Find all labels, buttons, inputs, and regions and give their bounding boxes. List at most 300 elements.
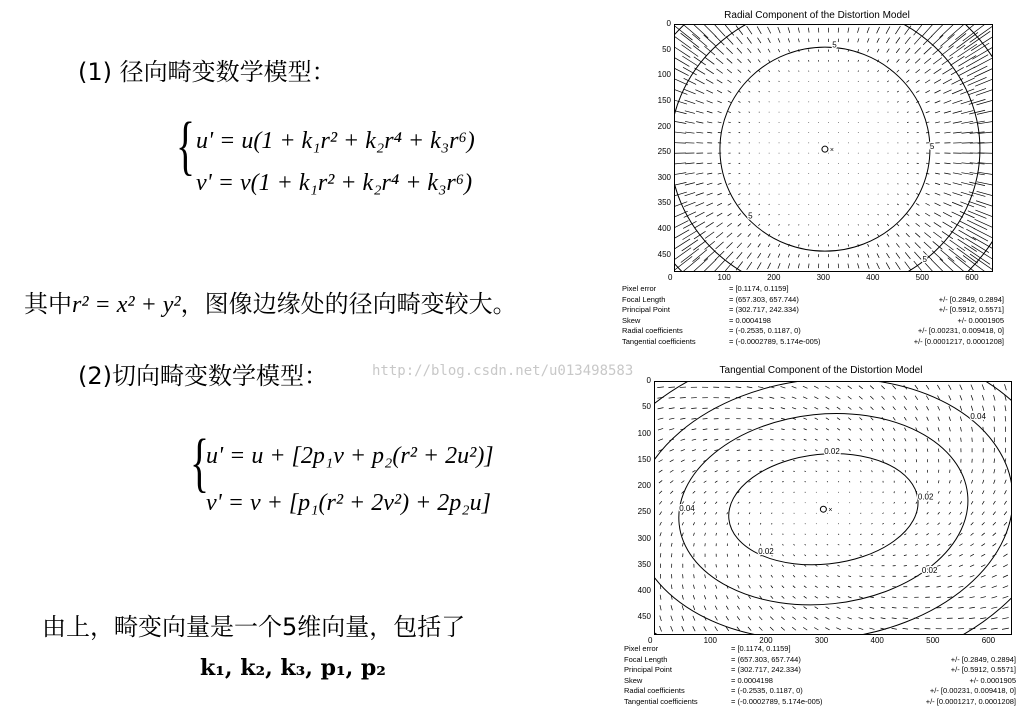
field-arrow (906, 80, 909, 82)
contour-label: 0.02 (917, 492, 934, 502)
field-arrow (715, 627, 718, 631)
radius-note-prefix: 其中 (24, 290, 72, 318)
watermark: http://blog.csdn.net/u013498583 (372, 363, 634, 379)
field-arrow (935, 203, 941, 206)
field-arrow (877, 27, 880, 33)
field-arrow (848, 607, 852, 608)
field-dot (808, 204, 809, 205)
calibration-label: Tangential coefficients (622, 336, 696, 346)
field-arrow (858, 628, 863, 630)
field-arrow (859, 407, 862, 410)
field-arrow (814, 407, 818, 409)
field-arrow (792, 386, 797, 388)
field-arrow (675, 182, 686, 185)
field-arrow (897, 194, 898, 195)
field-dot (868, 173, 869, 174)
field-arrow (870, 607, 874, 608)
field-arrow (781, 439, 784, 440)
field-arrow (798, 263, 799, 268)
field-arrow (725, 439, 729, 440)
x-tick-label: 100 (703, 636, 717, 645)
field-arrow (961, 438, 962, 442)
field-arrow (808, 28, 809, 33)
field-arrow (959, 67, 975, 76)
field-arrow (804, 429, 807, 430)
field-arrow (937, 544, 940, 546)
field-arrow (993, 512, 996, 515)
field-arrow (693, 522, 694, 525)
field-arrow (983, 469, 984, 473)
field-dot (798, 214, 799, 215)
field-dot (848, 153, 849, 154)
field-arrow (837, 407, 840, 409)
field-arrow (749, 101, 750, 102)
field-arrow (878, 214, 879, 215)
field-arrow (826, 428, 829, 430)
field-dot (868, 163, 869, 164)
field-arrow (670, 460, 674, 462)
field-arrow (749, 184, 750, 185)
field-dot (808, 122, 809, 123)
calibration-label: Focal Length (622, 294, 666, 304)
field-dot (779, 122, 780, 123)
field-arrow (944, 193, 951, 196)
field-arrow (782, 565, 783, 567)
field-arrow (949, 491, 950, 494)
field-arrow (716, 533, 717, 536)
field-arrow (825, 617, 829, 619)
field-arrow (660, 522, 662, 525)
field-arrow (760, 575, 762, 578)
field-arrow (717, 213, 722, 216)
field-dot (789, 132, 790, 133)
field-arrow (916, 91, 919, 93)
field-dot (838, 194, 839, 195)
field-arrow (886, 27, 890, 34)
calibration-label: Pixel error (624, 644, 659, 653)
field-arrow (837, 418, 840, 420)
field-arrow (859, 417, 862, 420)
field-arrow (980, 607, 986, 608)
field-arrow (838, 264, 839, 269)
field-arrow (658, 439, 663, 441)
field-dot (838, 173, 839, 174)
field-arrow (815, 439, 818, 440)
field-arrow (704, 46, 715, 55)
field-arrow (759, 102, 760, 103)
field-arrow (887, 49, 890, 53)
field-dot (779, 132, 780, 133)
field-arrow (682, 595, 683, 600)
calibration-uncertainty: +/- [0.5912, 0.5571] (950, 665, 1016, 674)
field-arrow (992, 596, 998, 598)
field-arrow (871, 439, 873, 441)
field-dot (888, 142, 889, 143)
field-arrow (693, 616, 695, 621)
field-arrow (917, 173, 919, 174)
field-arrow (944, 183, 951, 185)
field-arrow (659, 512, 661, 515)
field-arrow (904, 555, 907, 556)
field-arrow (938, 523, 940, 525)
field-arrow (671, 584, 672, 589)
field-arrow (715, 502, 717, 504)
field-arrow (696, 193, 704, 196)
field-arrow (808, 264, 809, 269)
field-arrow (959, 230, 976, 240)
field-arrow (960, 512, 962, 515)
field-arrow (804, 439, 807, 440)
field-dot (888, 122, 889, 123)
field-arrow (696, 173, 703, 174)
field-arrow (705, 232, 714, 238)
field-arrow (759, 204, 760, 205)
field-arrow (716, 232, 723, 237)
field-arrow (881, 618, 886, 619)
field-dot (848, 204, 849, 205)
field-arrow (926, 544, 929, 545)
field-dot (838, 112, 839, 113)
field-arrow (944, 111, 951, 113)
field-arrow (675, 25, 692, 40)
field-arrow (916, 183, 918, 184)
field-arrow (906, 48, 911, 53)
field-arrow (877, 253, 879, 257)
field-dot (805, 513, 806, 514)
field-arrow (815, 607, 818, 609)
field-arrow (904, 544, 906, 545)
field-dot (828, 81, 829, 82)
field-arrow (915, 555, 918, 556)
field-arrow (793, 586, 795, 588)
field-arrow (897, 112, 898, 113)
field-arrow (792, 627, 796, 630)
calibration-label: Radial coefficients (624, 686, 685, 695)
field-arrow (660, 553, 661, 557)
field-arrow (716, 575, 717, 578)
field-arrow (681, 439, 685, 440)
field-arrow (916, 502, 917, 504)
calibration-uncertainty: +/- [0.0001217, 0.0001208] (913, 336, 1004, 346)
field-arrow (827, 555, 829, 556)
field-arrow (960, 480, 961, 483)
field-arrow (936, 586, 940, 587)
field-arrow (915, 59, 920, 64)
field-dot (769, 163, 770, 164)
field-arrow (685, 121, 695, 123)
field-dot (838, 142, 839, 143)
field-arrow (868, 214, 869, 215)
calibration-row (622, 284, 1004, 295)
field-arrow (793, 555, 794, 556)
field-arrow (675, 55, 689, 66)
field-arrow (949, 512, 951, 514)
field-arrow (798, 39, 799, 43)
field-arrow (838, 471, 839, 472)
y-tick-label: 0 (666, 19, 671, 28)
field-arrow (707, 122, 712, 123)
field-arrow (748, 243, 752, 247)
tangential-equation-v: v' = v + [p₁(r² + 2v²) + 2p₂u] (206, 490, 491, 516)
field-dot (789, 153, 790, 154)
field-arrow (738, 80, 741, 82)
field-arrow (935, 132, 940, 133)
field-arrow (969, 607, 975, 608)
field-dot (779, 163, 780, 164)
field-arrow (916, 80, 920, 83)
field-arrow (938, 480, 939, 483)
field-arrow (771, 596, 773, 599)
field-arrow (794, 544, 795, 545)
field-arrow (725, 25, 734, 35)
field-arrow (716, 69, 722, 73)
field-arrow (670, 449, 674, 451)
field-arrow (858, 38, 859, 42)
y-tick-label: 400 (657, 224, 671, 233)
field-dot (838, 91, 839, 92)
field-arrow (826, 407, 830, 409)
field-arrow (927, 523, 929, 525)
y-tick-label: 300 (637, 533, 651, 543)
field-arrow (904, 428, 906, 431)
field-arrow (716, 58, 723, 64)
y-tick-label: 450 (657, 249, 671, 259)
field-arrow (949, 45, 965, 56)
field-arrow (905, 438, 906, 441)
field-arrow (936, 597, 941, 598)
field-arrow (859, 597, 863, 598)
field-arrow (737, 450, 740, 451)
field-arrow (658, 408, 664, 409)
field-arrow (695, 90, 704, 94)
field-arrow (849, 481, 850, 482)
field-arrow (685, 132, 694, 133)
field-arrow (1005, 416, 1006, 421)
field-arrow (727, 233, 732, 238)
field-arrow (695, 203, 704, 207)
field-arrow (693, 491, 695, 493)
field-arrow (937, 576, 941, 577)
calibration-row (624, 644, 1016, 655)
field-arrow (931, 260, 943, 271)
field-arrow (748, 204, 750, 205)
field-arrow (715, 606, 717, 610)
field-arrow (778, 254, 780, 258)
field-dot (828, 91, 829, 92)
field-dot (848, 194, 849, 195)
field-dot (848, 142, 849, 143)
field-arrow (760, 565, 761, 567)
field-dot (868, 132, 869, 133)
field-arrow (827, 544, 828, 545)
field-arrow (758, 244, 761, 248)
field-arrow (838, 481, 839, 482)
field-arrow (894, 513, 895, 514)
field-arrow (970, 565, 974, 567)
field-dot (759, 163, 760, 164)
field-arrow (837, 396, 841, 399)
field-arrow (827, 471, 828, 472)
field-arrow (836, 628, 840, 630)
field-arrow (804, 450, 806, 451)
field-arrow (778, 244, 779, 247)
field-arrow (932, 35, 943, 45)
field-dot (769, 132, 770, 133)
field-arrow (691, 418, 696, 419)
field-arrow (826, 596, 829, 598)
field-arrow (915, 417, 917, 421)
contour-label: 5 (832, 40, 837, 50)
field-arrow (883, 513, 884, 514)
field-arrow (971, 501, 973, 504)
calibration-row (624, 655, 1016, 666)
field-arrow (917, 122, 919, 123)
field-arrow (941, 241, 953, 250)
field-arrow (769, 224, 770, 226)
field-arrow (717, 80, 722, 83)
field-dot (818, 122, 819, 123)
field-arrow (682, 533, 683, 536)
field-arrow (887, 59, 889, 62)
field-arrow (934, 213, 941, 217)
field-arrow (715, 47, 723, 54)
field-arrow (717, 193, 721, 195)
field-arrow (959, 576, 963, 577)
field-arrow (726, 481, 728, 482)
field-arrow (992, 575, 997, 577)
field-dot (858, 91, 859, 92)
field-arrow (870, 407, 873, 410)
field-arrow (694, 543, 695, 546)
field-arrow (858, 60, 859, 62)
field-arrow (993, 501, 995, 504)
field-arrow (897, 204, 898, 205)
field-dot (878, 173, 879, 174)
radius-note-suffix: ，图像边缘处的径向畸变较大。 (180, 290, 517, 318)
field-arrow (707, 101, 713, 103)
field-dot (848, 101, 849, 102)
field-arrow (728, 122, 731, 123)
calibration-row (624, 665, 1016, 676)
field-arrow (968, 88, 986, 94)
field-arrow (789, 60, 790, 62)
field-arrow (726, 242, 732, 248)
field-arrow (781, 418, 785, 419)
field-dot (818, 142, 819, 143)
field-arrow (749, 112, 750, 113)
field-arrow (714, 25, 725, 36)
field-arrow (826, 565, 828, 566)
distortion-parameters: k₁, k₂, k₃, p₁, p₂ (200, 655, 386, 681)
field-arrow (960, 501, 962, 504)
field-arrow (991, 607, 997, 608)
field-dot (858, 153, 859, 154)
field-arrow (881, 597, 885, 598)
field-dot (818, 194, 819, 195)
field-arrow (675, 132, 686, 133)
field-arrow (837, 439, 839, 441)
field-arrow (887, 70, 889, 72)
field-arrow (707, 183, 712, 185)
field-arrow (781, 429, 784, 430)
field-arrow (726, 606, 728, 610)
field-arrow (815, 596, 818, 598)
field-arrow (704, 606, 706, 610)
field-arrow (815, 450, 817, 451)
field-dot (818, 132, 819, 133)
radial-brace: { (176, 109, 196, 182)
field-arrow (968, 77, 987, 85)
field-arrow (675, 67, 689, 76)
field-arrow (914, 36, 921, 44)
field-arrow (948, 544, 951, 546)
field-dot (808, 194, 809, 195)
field-arrow (760, 585, 762, 588)
radius-formula: r² = x² + y² (72, 292, 181, 318)
field-arrow (717, 90, 722, 93)
field-arrow (670, 481, 673, 483)
field-arrow (707, 193, 713, 195)
field-dot (779, 183, 780, 184)
field-dot (789, 183, 790, 184)
field-arrow (706, 213, 713, 217)
field-arrow (958, 239, 977, 251)
field-arrow (728, 101, 731, 102)
field-arrow (747, 408, 752, 409)
field-arrow (749, 492, 751, 493)
field-arrow (970, 575, 974, 577)
field-arrow (707, 132, 712, 133)
field-arrow (903, 628, 908, 629)
field-arrow (893, 438, 894, 441)
field-arrow (778, 60, 779, 62)
tangential-calibration-info (624, 644, 1016, 716)
field-arrow (703, 450, 707, 451)
field-arrow (769, 204, 770, 205)
field-arrow (783, 502, 784, 503)
field-arrow (904, 396, 907, 400)
field-arrow (925, 223, 931, 227)
field-dot (789, 101, 790, 102)
field-dot (878, 122, 879, 123)
field-arrow (716, 242, 724, 249)
field-dot (808, 101, 809, 102)
field-arrow (959, 221, 975, 229)
field-arrow (727, 512, 728, 514)
field-arrow (769, 397, 774, 398)
field-arrow (858, 254, 859, 258)
field-arrow (682, 605, 684, 610)
field-arrow (860, 449, 862, 451)
field-arrow (738, 523, 739, 525)
calibration-value: = (302.717, 242.334) (729, 305, 799, 314)
field-dot (816, 502, 817, 503)
field-dot (769, 122, 770, 123)
field-arrow (703, 418, 708, 419)
calibration-value: = (657.303, 657.744) (731, 654, 801, 664)
field-dot (789, 163, 790, 164)
field-arrow (868, 81, 869, 82)
field-dot (828, 132, 829, 133)
field-arrow (915, 243, 921, 249)
field-arrow (799, 244, 800, 246)
radial-distortion-figure (622, 8, 1012, 353)
field-arrow (948, 586, 953, 587)
field-arrow (993, 490, 995, 494)
field-arrow (726, 47, 732, 53)
field-arrow (878, 70, 879, 72)
field-dot (789, 194, 790, 195)
